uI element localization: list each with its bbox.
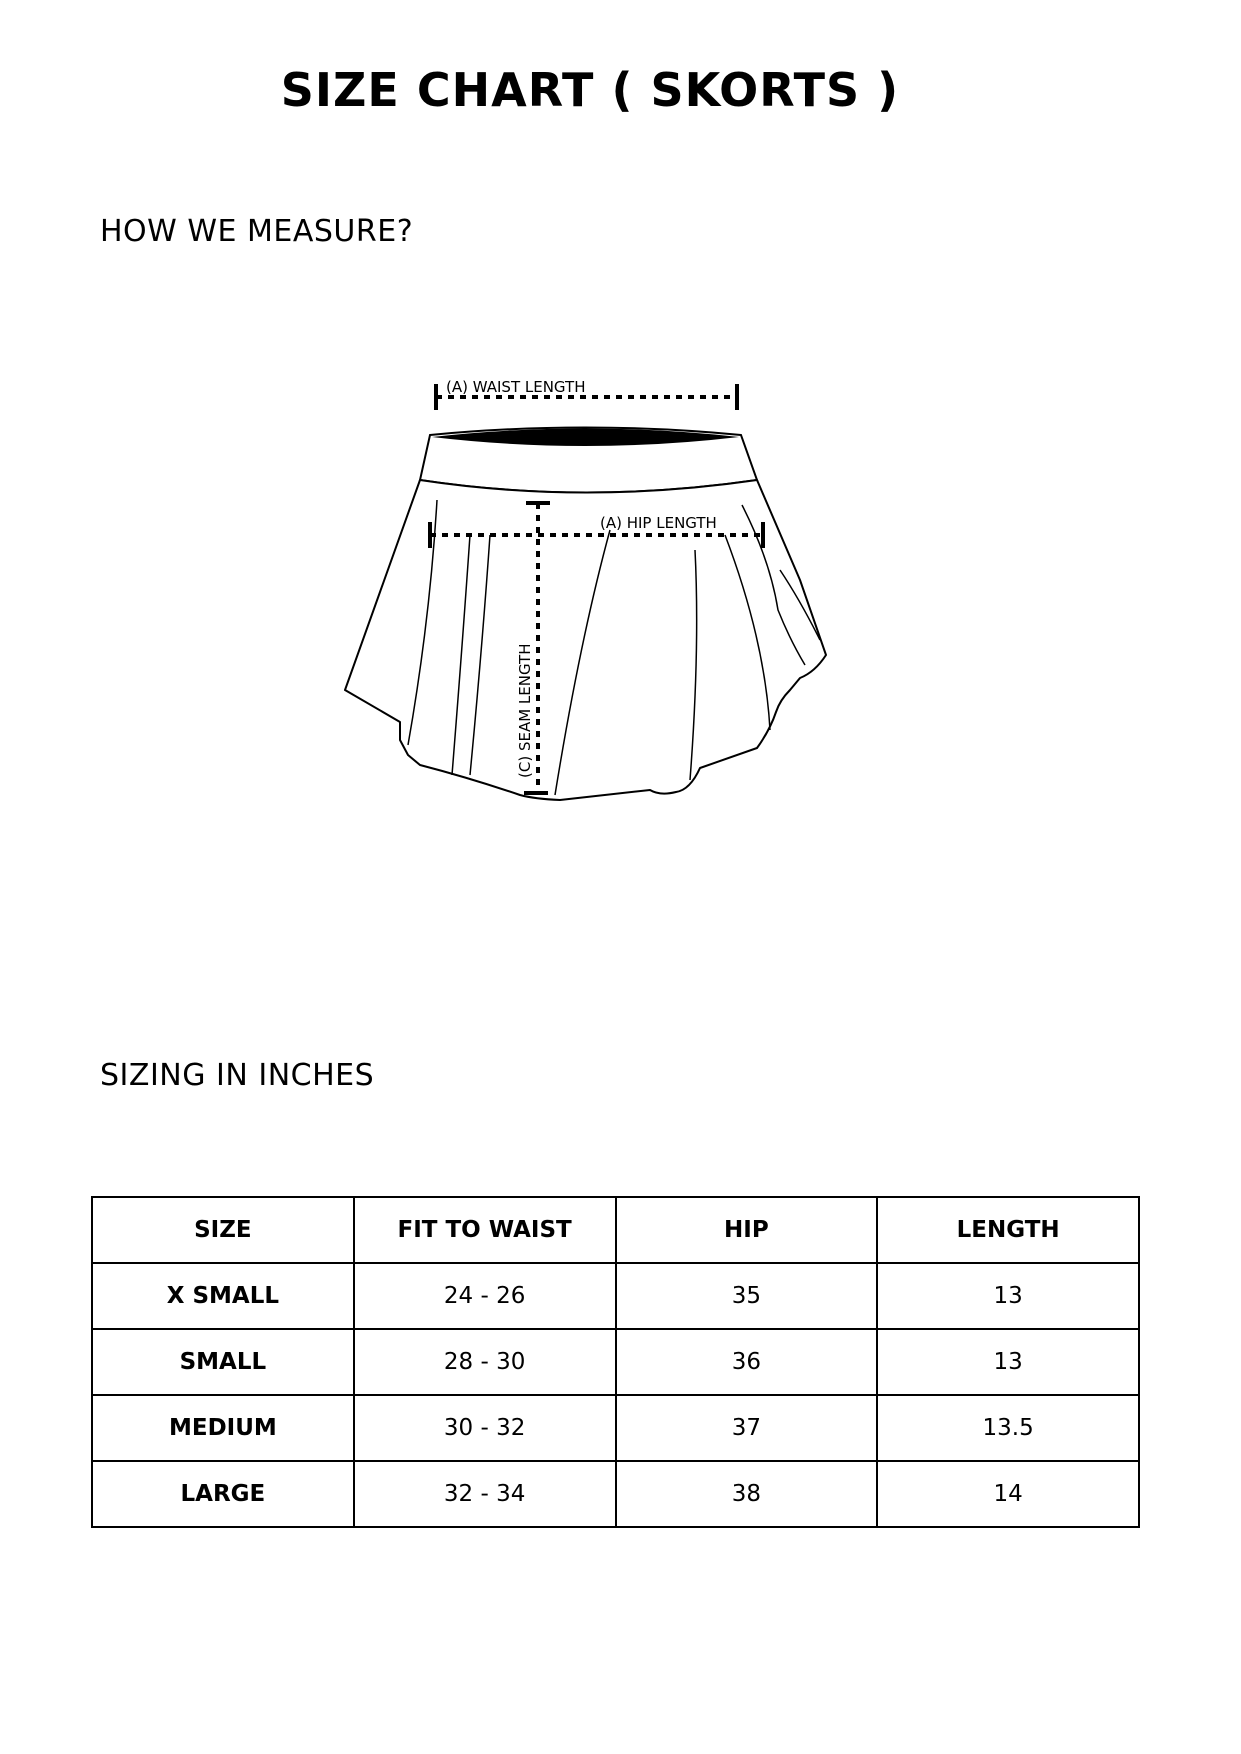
hip-cell: 38 [616,1461,878,1527]
skort-measurement-diagram [330,360,860,820]
measure-heading: HOW WE MEASURE? [100,214,414,249]
seam-length-label: (C) SEAM LENGTH [516,643,534,778]
header-size: SIZE [92,1197,354,1263]
hip-cell: 35 [616,1263,878,1329]
size-cell: MEDIUM [92,1395,354,1461]
table-row [92,1263,1139,1329]
table-row [92,1395,1139,1461]
header-length: LENGTH [877,1197,1139,1263]
page-title: SIZE CHART ( SKORTS ) [280,63,900,117]
hip-length-label: (A) HIP LENGTH [600,514,717,532]
table-row [92,1329,1139,1395]
size-cell: SMALL [92,1329,354,1395]
table-header-row [92,1197,1139,1263]
header-fit-to-waist: FIT TO WAIST [354,1197,616,1263]
waist-cell: 32 - 34 [354,1461,616,1527]
length-cell: 13 [877,1329,1139,1395]
sizing-heading: SIZING IN INCHES [100,1058,375,1093]
table-row [92,1461,1139,1527]
size-cell: X SMALL [92,1263,354,1329]
waist-length-label: (A) WAIST LENGTH [446,378,586,396]
hip-cell: 36 [616,1329,878,1395]
length-cell: 13 [877,1263,1139,1329]
hip-cell: 37 [616,1395,878,1461]
skort-illustration [330,360,860,820]
skirt-outline [345,480,826,800]
length-cell: 14 [877,1461,1139,1527]
header-hip: HIP [616,1197,878,1263]
size-cell: LARGE [92,1461,354,1527]
waist-cell: 28 - 30 [354,1329,616,1395]
waist-cell: 24 - 26 [354,1263,616,1329]
size-table [91,1196,1140,1528]
length-cell: 13.5 [877,1395,1139,1461]
waist-cell: 30 - 32 [354,1395,616,1461]
